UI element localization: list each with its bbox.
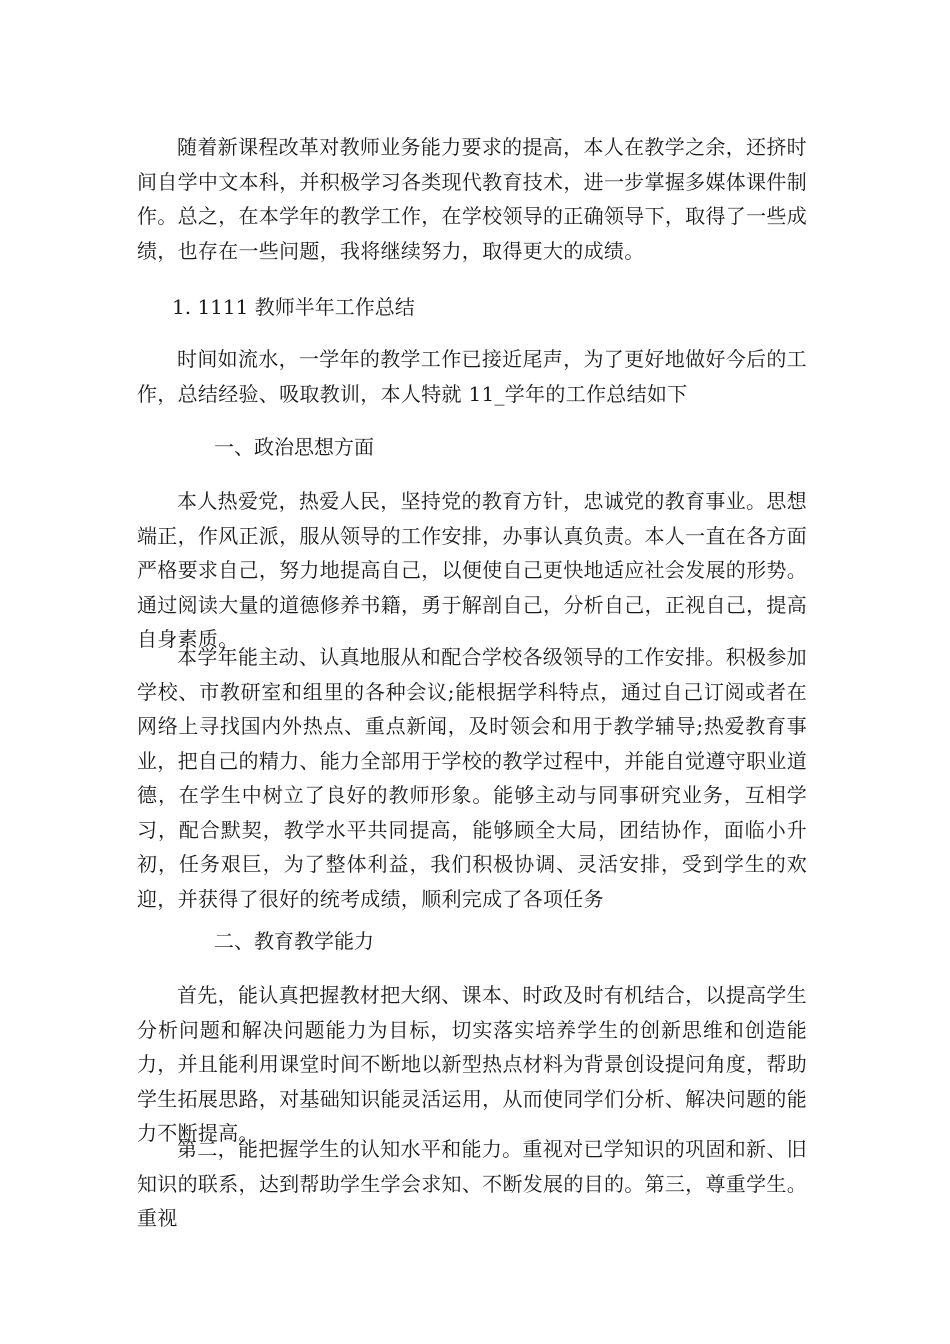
paragraph-work-arrangement: 本学年能主动、认真地服从和配合学校各级领导的工作安排。积极参加学校、市教研室和组里的各种会议;能根据学科特点，通过自己订阅或者在网络上寻找国内外热点、重点新闻，及时领会和用于教学辅导;热爱教育事业，把自己的精力、能力全部用于学校的教学过程中，并能自觉遵守职业道德，在学生中树立了良好的教师形象。能够主动与同事研究业务，互相学习，配合默契，教学水平共同提高，能够顾全大局，团结协作，面临小升初，任务艰巨，为了整体利益，我们积极协调、灵活安排，受到学生的欢迎，并获得了很好的统考成绩，顺利完成了各项任务 — [137, 645, 807, 911]
paragraph-introduction: 时间如流水，一学年的教学工作已接近尾声，为了更好地做好今后的工作，总结经验、吸取教训，本人特就 11_学年的工作总结如下 — [137, 347, 807, 406]
heading-teaching-ability: 二、教育教学能力 — [214, 929, 374, 953]
paragraph-political-thought: 本人热爱党，热爱人民，坚持党的教育方针，忠诚党的教育事业。思想端正，作风正派，服从领导的工作安排，办事认真负责。本人一直在各方面严格要求自己，努力地提高自己，以便使自己更快地适应社会发展的形势。通过阅读大量的道德修养书籍，勇于解剖自己，分析自己，正视自己，提高自身素质。 — [137, 489, 807, 651]
paragraph-teaching-second: 第二，能把握学生的认知水平和能力。重视对已学知识的巩固和新、旧知识的联系，达到帮助学生学会求知、不断发展的目的。第三，尊重学生。重视 — [137, 1137, 807, 1230]
heading-political-thought: 一、政治思想方面 — [214, 435, 374, 459]
paragraph-teaching-first: 首先，能认真把握教材把大纲、课本、时政及时有机结合，以提高学生分析问题和解决问题能力为目标，切实落实培养学生的创新思维和创造能力，并且能利用课堂时间不断地以新型热点材料为背景创设提问角度，帮助学生拓展思路，对基础知识能灵活运用，从而使同学们分析、解决问题的能力不断提高。 — [137, 983, 807, 1145]
section-title-half-year-summary: 1. 1111 教师半年工作总结 — [172, 295, 415, 319]
paragraph-self-study-summary: 随着新课程改革对教师业务能力要求的提高，本人在教学之余，还挤时间自学中文本科，并积极学习各类现代教育技术，进一步掌握多媒体课件制作。总之，在本学年的教学工作，在学校领导的正确领导下，取得了一些成绩，也存在一些问题，我将继续努力，取得更大的成绩。 — [137, 135, 807, 263]
